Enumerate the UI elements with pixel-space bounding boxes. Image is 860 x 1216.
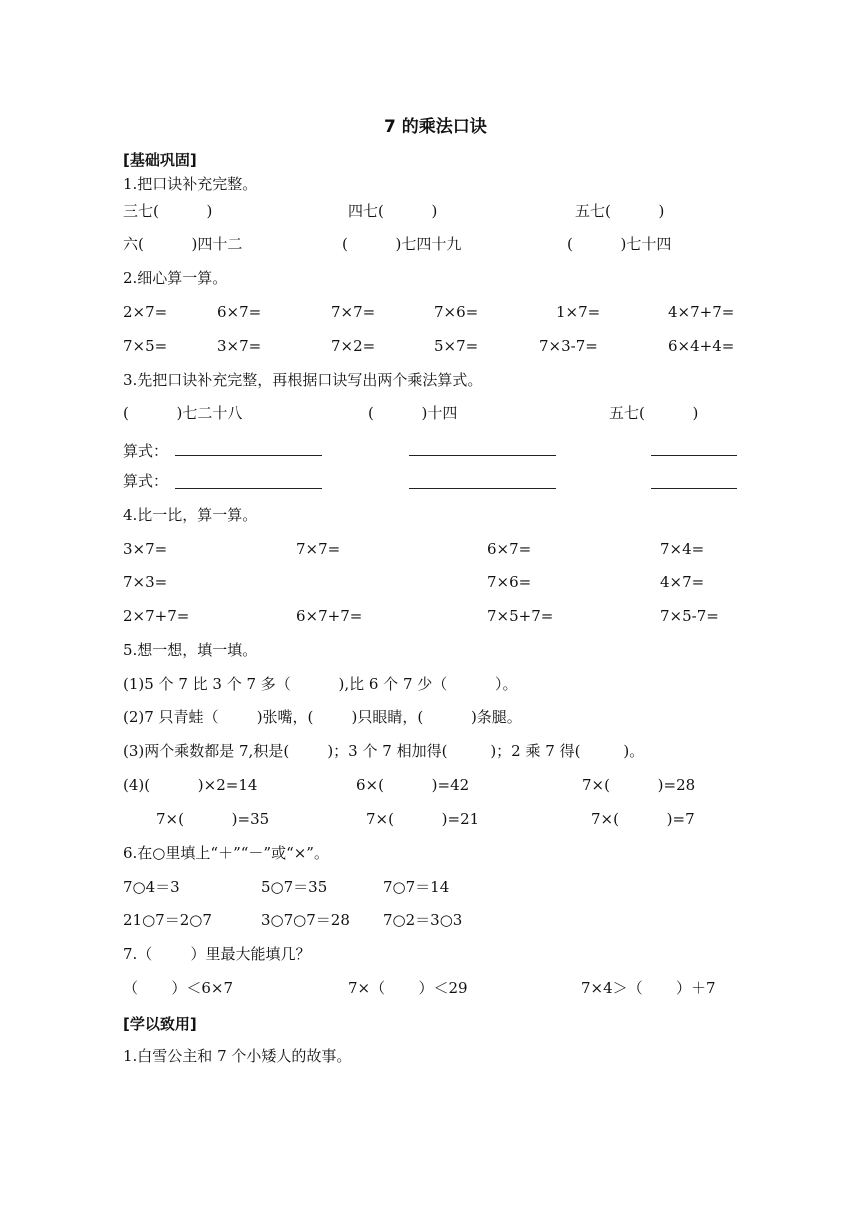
q6-item: 5○7＝35 [261,878,328,896]
q1-item: 六( )四十二 [123,235,243,253]
q4-item: 6×7= [487,540,532,558]
q4-item: 2×7+7= [123,607,190,625]
q2-item: 6×4+4= [668,337,735,355]
q6-item: 7○7＝14 [383,878,450,896]
q2-item: 7×2= [331,337,376,355]
q4-item: 7×3= [123,573,168,591]
q1-item: ( )七十四 [567,235,672,253]
q2-item: 7×7= [331,303,376,321]
answer-line[interactable] [175,488,322,489]
q2-item: 4×7+7= [668,303,735,321]
q6-item: 7○4＝3 [123,878,180,896]
q4-item: 7×6= [487,573,532,591]
q7-item: 7×（ ）＜29 [348,979,468,997]
formula-label: 算式： [123,442,169,460]
answer-line[interactable] [409,488,556,489]
q1-item: 五七( ) [575,202,665,220]
q1-item: 三七( ) [123,202,213,220]
application-question-1: 1.白雪公主和 7 个小矮人的故事。 [123,1047,352,1065]
q4-item: 7×5+7= [487,607,554,625]
q5-item: 7×( )=35 [156,810,270,828]
q6-title: 6.在○里填上“＋”“－”或“×”。 [123,844,329,862]
q1-item: ( )七四十九 [342,235,462,253]
q6-item: 7○2＝3○3 [383,911,463,929]
section-heading-basic: [基础巩固] [123,151,197,169]
q6-item: 3○7○7＝28 [261,911,350,929]
q5-line: (2)7 只青蛙（ )张嘴，( )只眼睛，( )条腿。 [123,708,522,726]
q2-item: 5×7= [434,337,479,355]
answer-line[interactable] [651,455,737,456]
q4-item: 7×7= [296,540,341,558]
q6-item: 21○7＝2○7 [123,911,212,929]
q3-item: ( )十四 [368,404,458,422]
q4-item: 4×7= [660,573,705,591]
q1-item: 四七( ) [348,202,438,220]
q3-item: ( )七二十八 [123,404,243,422]
q1-title: 1.把口诀补充完整。 [123,175,258,193]
q3-title: 3.先把口诀补充完整，再根据口诀写出两个乘法算式。 [123,371,483,389]
q5-item: 7×( )=7 [591,810,695,828]
q4-item: 7×4= [660,540,705,558]
q2-item: 7×3-7= [539,337,598,355]
q2-item: 3×7= [217,337,262,355]
q7-item: （ ）＜6×7 [123,979,234,997]
q5-title: 5.想一想，填一填。 [123,641,258,659]
answer-line[interactable] [651,488,737,489]
q5-item: 7×( )=21 [366,810,480,828]
q5-item: 7×( )=28 [582,776,696,794]
q2-item: 6×7= [217,303,262,321]
q2-title: 2.细心算一算。 [123,269,228,287]
q2-item: 1×7= [556,303,601,321]
q3-item: 五七( ) [609,404,699,422]
q4-item: 3×7= [123,540,168,558]
section-heading-application: [学以致用] [123,1015,197,1033]
answer-line[interactable] [409,455,556,456]
q2-item: 7×5= [123,337,168,355]
answer-line[interactable] [175,455,322,456]
q2-item: 2×7= [123,303,168,321]
q4-item: 6×7+7= [296,607,363,625]
q7-title: 7.（ ）里最大能填几？ [123,945,311,963]
q4-item: 7×5-7= [660,607,719,625]
q2-item: 7×6= [434,303,479,321]
q4-title: 4.比一比，算一算。 [123,506,258,524]
q5-line: (1)5 个 7 比 3 个 7 多（ ),比 6 个 7 少（ ）。 [123,675,518,693]
page-title: 7 的乘法口诀 [384,117,487,137]
formula-label: 算式： [123,472,169,490]
q5-line: (3)两个乘数都是 7,积是( )；3 个 7 相加得( )；2 乘 7 得( )。 [123,742,645,760]
q7-item: 7×4＞（ ）＋7 [581,979,716,997]
q5-item: 6×( )=42 [356,776,470,794]
q5-item: (4)( )×2=14 [123,776,258,794]
